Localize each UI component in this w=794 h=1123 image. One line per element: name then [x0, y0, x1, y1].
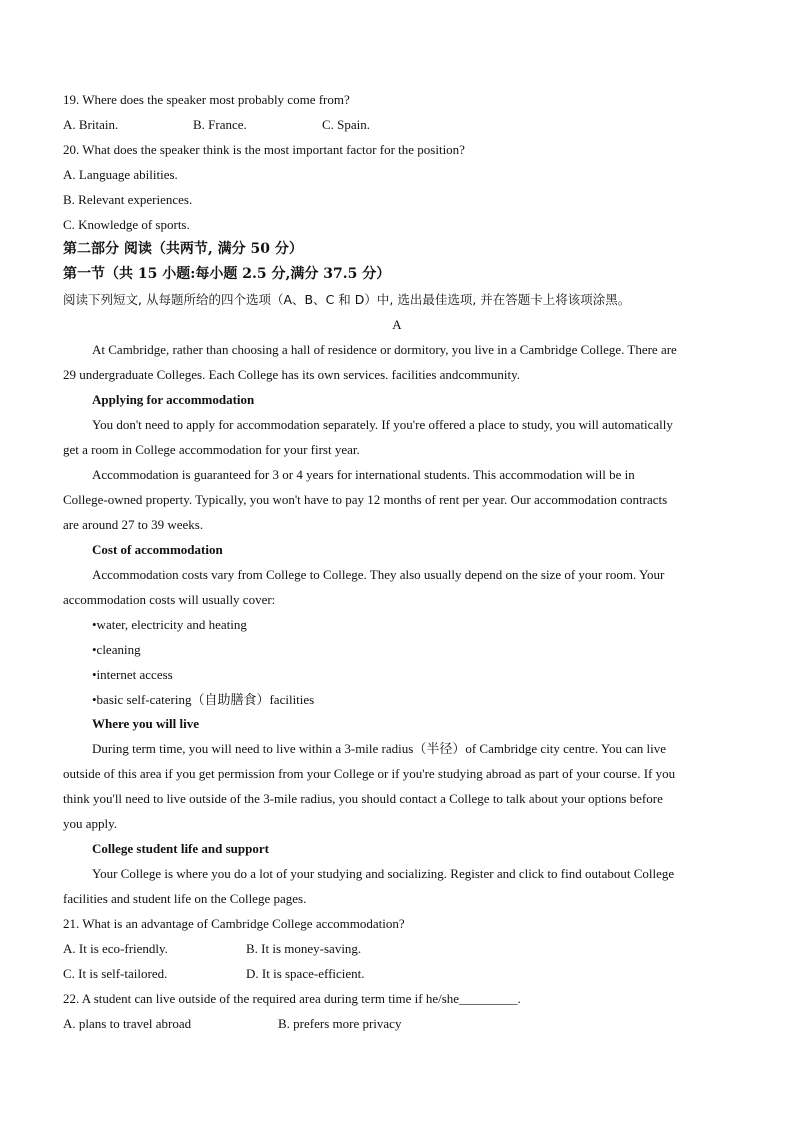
- q20-option-b: B. Relevant experiences.: [63, 192, 193, 207]
- bullet-item-1: •water, electricity and heating: [92, 617, 247, 632]
- bullet-item-3: •internet access: [92, 667, 173, 682]
- heading-life: College student life and support: [92, 841, 269, 856]
- where-line-1: During term time, you will need to live within a 3-mile radius（半径）of Cambridge city centre. You can live: [92, 741, 667, 756]
- q21-option-c: C. It is self-tailored.: [63, 966, 168, 981]
- q22-stem: 22. A student can live outside of the required area during term time if he/she_________.: [63, 991, 521, 1006]
- applying-line-2: get a room in College accommodation for your first year.: [63, 442, 360, 457]
- where-line-2: outside of this area if you get permission from your College or if you're studying abroad as part of your course. If you: [63, 766, 676, 781]
- q20-stem: 20. What does the speaker think is the most important factor for the position?: [63, 142, 465, 157]
- q21-option-a: A. It is eco-friendly.: [63, 941, 168, 956]
- section1-title: 第一节（共 15 小题:每小题 2.5 分,满分 37.5 分）: [63, 266, 391, 282]
- where-line-4: you apply.: [63, 816, 118, 831]
- q20-option-a: A. Language abilities.: [63, 167, 178, 182]
- q21-stem: 21. What is an advantage of Cambridge College accommodation?: [63, 916, 405, 931]
- life-line-1: Your College is where you do a lot of your studying and socializing. Register and click to find outabout College: [92, 866, 675, 881]
- instructions: 阅读下列短文, 从每题所给的四个选项（A、B、C 和 D）中, 选出最佳选项, 并在答题卡上将该项涂黑。: [63, 292, 631, 307]
- bullet-item-2: •cleaning: [92, 642, 141, 657]
- intro-line-1: At Cambridge, rather than choosing a hall of residence or dormitory, you live in a Cambridge College. There are: [92, 342, 677, 357]
- q19-option-a: A. Britain.: [63, 117, 119, 132]
- where-line-3: think you'll need to live outside of the 3-mile radius, you should contact a College to talk about your options before: [63, 791, 663, 806]
- guarantee-line-3: are around 27 to 39 weeks.: [63, 517, 204, 532]
- q19-option-b: B. France.: [193, 117, 247, 132]
- q22-option-a: A. plans to travel abroad: [63, 1016, 192, 1031]
- q21-option-d: D. It is space-efficient.: [246, 966, 365, 981]
- heading-cost: Cost of accommodation: [92, 542, 223, 557]
- guarantee-line-1: Accommodation is guaranteed for 3 or 4 years for international students. This accommodation will be in: [92, 467, 635, 482]
- q20-option-c: C. Knowledge of sports.: [63, 217, 190, 232]
- part2-title: 第二部分 阅读（共两节, 满分 50 分）: [63, 241, 303, 257]
- q19-option-c: C. Spain.: [322, 117, 371, 132]
- guarantee-line-2: College-owned property. Typically, you won't have to pay 12 months of rent per year. Our accommodation contracts: [63, 492, 668, 507]
- heading-applying: Applying for accommodation: [92, 392, 255, 407]
- life-line-2: facilities and student life on the College pages.: [63, 891, 307, 906]
- bullet-item-4: •basic self-catering（自助膳食）facilities: [92, 692, 315, 707]
- cost-line-2: accommodation costs will usually cover:: [63, 592, 276, 607]
- q22-option-b: B. prefers more privacy: [278, 1016, 402, 1031]
- passage-label: A: [392, 317, 402, 332]
- applying-line-1: You don't need to apply for accommodation separately. If you're offered a place to study, you will automatically: [92, 417, 673, 432]
- q21-option-b: B. It is money-saving.: [246, 941, 362, 956]
- heading-where: Where you will live: [92, 716, 200, 731]
- cost-line-1: Accommodation costs vary from College to College. They also usually depend on the size of your room. Your: [92, 567, 665, 582]
- intro-line-2: 29 undergraduate Colleges. Each College has its own services. facilities andcommunity.: [63, 367, 521, 382]
- q19-stem: 19. Where does the speaker most probably come from?: [63, 92, 350, 107]
